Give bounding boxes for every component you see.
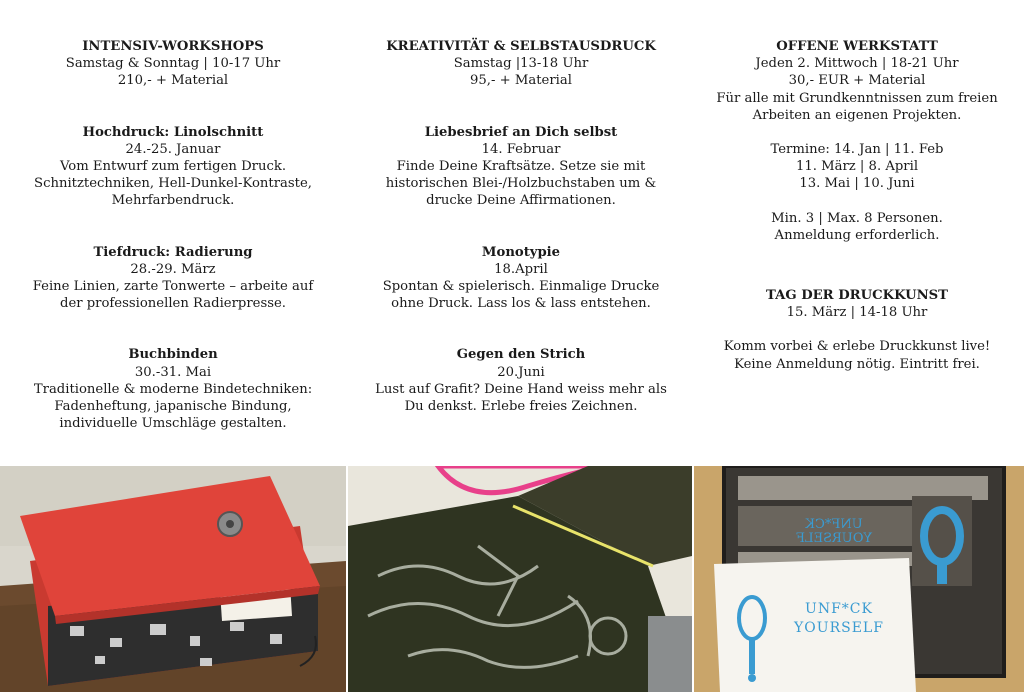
event-detail-line: 18.April [494,261,548,277]
event-detail-line: 30.-31. Mai [134,364,212,380]
event-title: TAG DER DRUCKKUNST [766,288,948,304]
event-detail-line: 95,- + Material [470,73,572,89]
event-title: Liebesbrief an Dich selbst [424,124,618,140]
photo-letterpress [694,466,1024,692]
event-detail-line: Termine: 14. Jan | 11. Feb [770,142,944,158]
event-detail-line: 11. März | 8. April [795,159,919,175]
event-detail-line: 210,- + Material [117,73,229,89]
event-detail-line: Für alle mit Grundkenntnissen zum freien [716,90,998,106]
event-block [692,38,1022,244]
event-block [8,244,338,313]
column-intensiv-workshops [8,38,338,466]
event-detail-line: Jeden 2. Mittwoch | 18-21 Uhr [755,56,959,72]
event-title: Tiefdruck: Radierung [93,244,253,260]
event-detail-line: 13. Mai | 10. Juni [799,176,915,192]
event-detail-line: Samstag |13-18 Uhr [453,56,589,72]
photo-strip [0,466,1024,692]
event-title: Hochdruck: Linolschnitt [82,124,264,140]
photo-bookbinding-box [0,466,346,692]
event-detail-line: Spontan & spielerisch. Einmalige Drucke [382,279,660,295]
event-detail-line: 20.Juni [497,364,545,380]
event-detail-line: 15. März | 14-18 Uhr [786,305,928,321]
event-detail-line: Samstag & Sonntag | 10-17 Uhr [65,56,281,72]
event-detail-line: Lust auf Grafit? Deine Hand weiss mehr als [375,381,667,397]
event-title: Monotypie [481,244,561,260]
event-detail-line: 28.-29. März [130,261,216,277]
event-detail-line: Mehrfarbendruck. [111,193,235,209]
event-title: KREATIVITÄT & SELBSTAUSDRUCK [386,39,656,54]
event-title: Buchbinden [128,347,218,363]
print-text-line1: UNF*CK [805,601,873,617]
line-gap [692,193,1022,210]
event-block [8,38,338,90]
line-gap [692,124,1022,141]
event-detail-line: der professionellen Radierpresse. [60,296,286,312]
print-text-line2: YOURSELF [794,620,884,636]
event-detail-line: Fadenheftung, japanische Bindung, [54,399,292,415]
event-detail-line: 14. Februar [481,141,561,157]
event-block [8,346,338,432]
event-detail-line: Finde Deine Kraftsätze. Setze sie mit [396,159,646,175]
event-detail-line: Feine Linien, zarte Tonwerte – arbeite auf [32,279,314,295]
event-detail-line: Schnitztechniken, Hell-Dunkel-Kontraste, [34,176,312,192]
event-detail-line: Arbeiten an eigenen Projekten. [752,107,962,123]
event-block [356,244,686,313]
type-text-line2: YOURSELF [795,531,873,546]
event-title: OFFENE WERKSTATT [776,39,938,54]
column-kreativitaet [356,38,686,449]
event-block [356,124,686,210]
event-detail-line: Keine Anmeldung nötig. Eintritt frei. [734,356,980,372]
event-detail-line: historischen Blei-/Holzbuchstaben um & [385,176,657,192]
event-detail-line: Du denkst. Erlebe freies Zeichnen. [404,399,638,415]
event-block [692,287,1022,373]
event-title: INTENSIV-WORKSHOPS [82,39,264,54]
column-offene-werkstatt [692,38,1022,407]
event-detail-line: ohne Druck. Lass los & lass entstehen. [391,296,651,312]
line-gap [692,321,1022,338]
photo-linocut-print [348,466,692,692]
event-detail-line: Min. 3 | Max. 8 Personen. [771,210,943,226]
event-detail-line: Traditionelle & moderne Bindetechniken: [33,381,313,397]
event-detail-line: 30,- EUR + Material [788,73,926,89]
event-block [356,38,686,90]
event-detail-line: 24.-25. Januar [125,141,221,157]
event-detail-line: Anmeldung erforderlich. [774,227,940,243]
event-block [8,124,338,210]
type-text-line1: UNF*CK [805,517,863,532]
event-detail-line: individuelle Umschläge gestalten. [59,416,287,432]
event-detail-line: drucke Deine Affirmationen. [426,193,616,209]
event-detail-line: Komm vorbei & erlebe Druckkunst live! [723,339,991,355]
event-block [356,346,686,415]
event-detail-line: Vom Entwurf zum fertigen Druck. [59,159,287,175]
event-title: Gegen den Strich [456,347,586,363]
